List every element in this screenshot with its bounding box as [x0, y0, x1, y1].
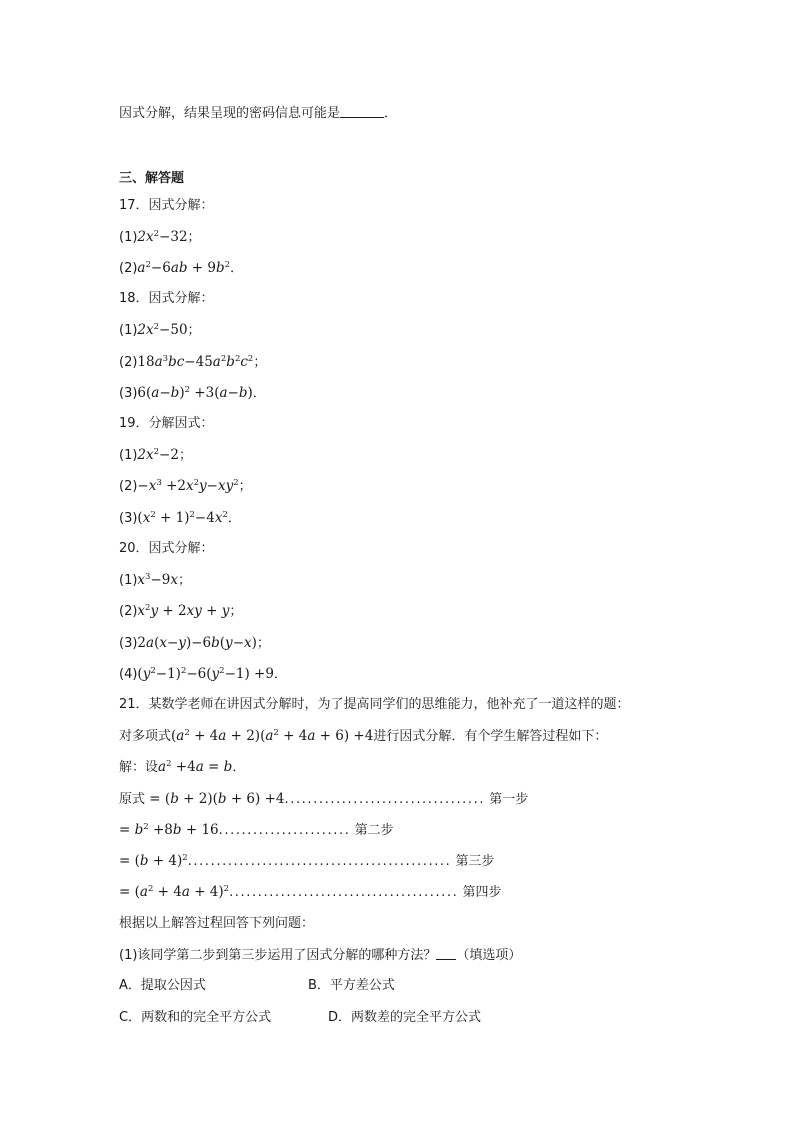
q17-part2: $(2)a^2-6ab + 9b^2$． [119, 260, 244, 276]
q20-part4: $(4)(y^2-1)^2-6(y^2-1) +9$． [119, 666, 287, 682]
q21-step2: = $b^2 +8b + 16$....................... 第二步 [119, 822, 394, 838]
q20-title: 20．因式分解： [119, 541, 214, 556]
q18-title: 18．因式分解： [119, 291, 214, 306]
q21-step3: = $(b + 4)^2$.............................................. 第三步 [119, 853, 495, 869]
q19-part1: $(1)2x^2-2$； [119, 447, 192, 463]
q21-solution-let: 解：设$a^2 +4a = b$． [119, 759, 246, 775]
q19-part2: $(2)-x^3 +2x^2y-xy^2$； [119, 478, 252, 494]
step4-label: 第四步 [462, 885, 502, 900]
q21-step1: 原式 = (b + 2)(b + 6) +4................................... 第一步 [119, 791, 529, 807]
q18-part3: $(3)6(a-b)^2 +3(a-b)$． [119, 385, 266, 401]
q20-part3: (3)2a(x−y)−6b(y−x)； [119, 635, 270, 651]
sub1-blank [436, 946, 456, 960]
q20-part1: $(1)x^3-9x$； [119, 572, 192, 588]
q19-part3: $(3)(x^2 + 1)^2-4x^2$． [119, 510, 241, 526]
q20-part2: $(2)x^2y + 2xy + y$； [119, 603, 243, 619]
q18-part2: $(2)18a^3bc-45a^2b^2c^2$； [119, 354, 267, 370]
answer-blank [340, 104, 384, 118]
option-c: C．两数和的完全平方公式 [119, 1010, 272, 1025]
option-b: B．平方差公式 [308, 978, 395, 993]
q17-title: 17．因式分解： [119, 198, 214, 213]
q21-answer-prompt: 根据以上解答过程回答下列问题： [119, 916, 315, 931]
q18-part1: $(1)2x^2-50$； [119, 322, 201, 338]
intro-line: 因式分解，结果呈现的密码信息可能是 ． [119, 106, 398, 121]
q21-step4: = $(a^2 + 4a + 4)^2$........................................ 第四步 [119, 884, 502, 900]
q19-title: 19．分解因式： [119, 416, 214, 431]
q21-sub1: (1)该同学第二步到第三步运用了因式分解的哪种方法？ （填选项） [119, 948, 522, 963]
q21-intro: 21．某数学老师在讲因式分解时，为了提高同学们的思维能力，他补充了一道这样的题： [119, 697, 630, 712]
option-d: D．两数差的完全平方公式 [328, 1010, 482, 1025]
section-title: 三、解答题 [119, 171, 185, 186]
intro-text: 因式分解，结果呈现的密码信息可能是 [119, 106, 341, 121]
q21-line2: 对多项式$(a^2 + 4a + 2)(a^2 + 4a + 6) +4$进行因式分解．有个学生解答过程如下： [119, 728, 608, 744]
step2-label: 第二步 [354, 823, 394, 838]
option-a: A．提取公因式 [119, 978, 206, 993]
q17-part1: $(1)2x^2-32$； [119, 229, 201, 245]
step1-label: 第一步 [489, 792, 529, 807]
step3-label: 第三步 [455, 854, 495, 869]
